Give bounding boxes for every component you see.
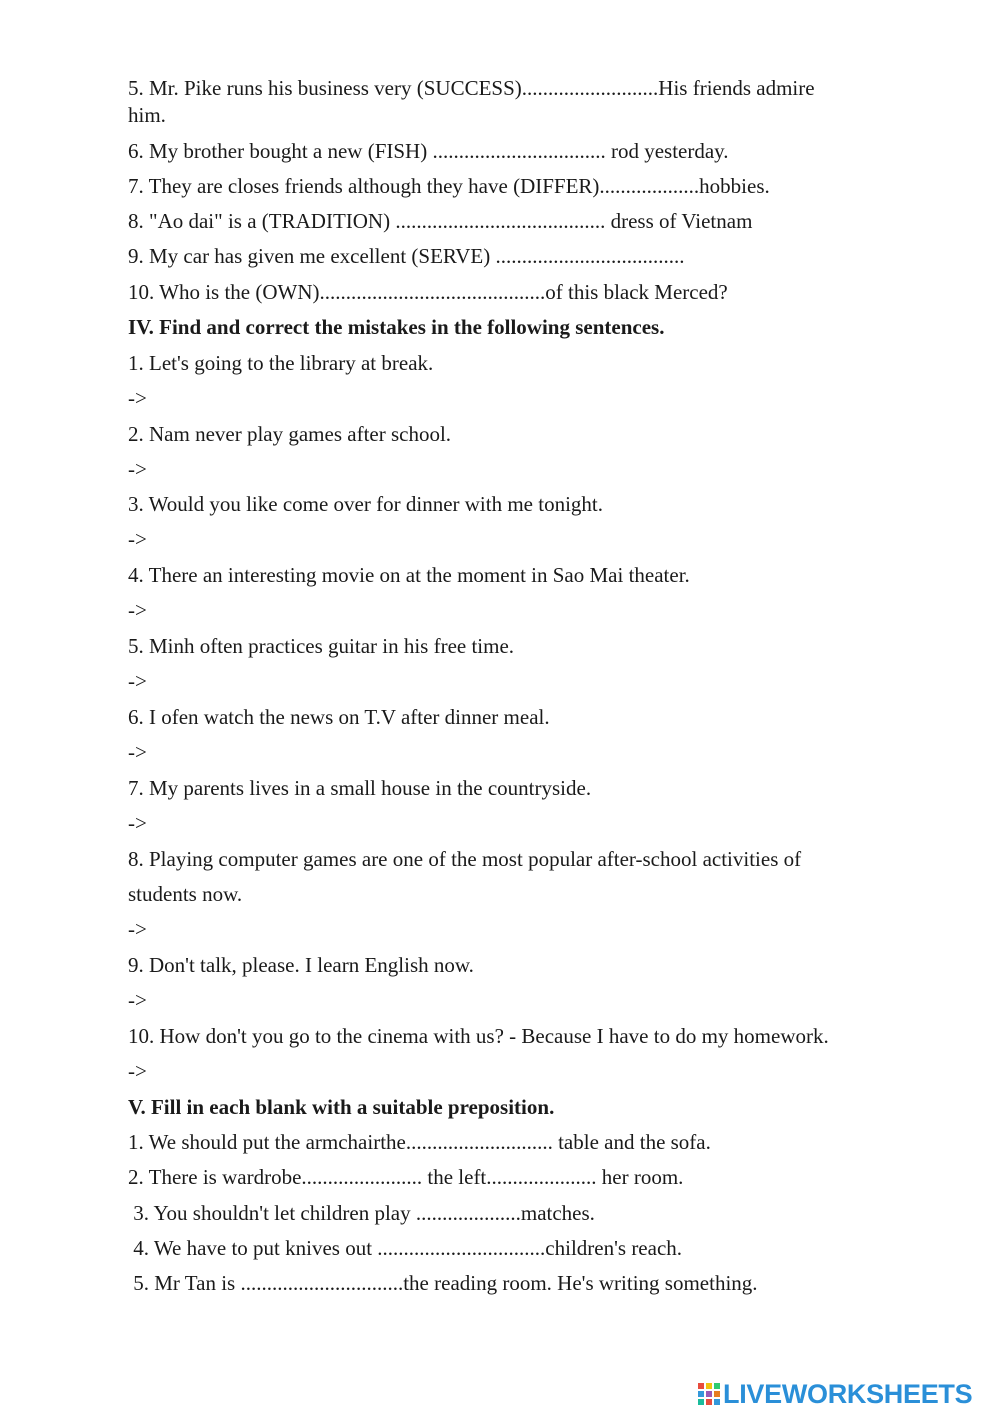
answer-arrow: -> (128, 457, 147, 481)
exercise-line: 7. They are closes friends although they have (DIFFER)...................hobbies. (128, 174, 770, 198)
exercise-line: 9. My car has given me excellent (SERVE) .................................... (128, 244, 685, 268)
answer-arrow: -> (128, 988, 147, 1012)
preposition-item: 3. You shouldn't let children play ....................matches. (128, 1201, 595, 1225)
answer-arrow: -> (128, 598, 147, 622)
sentence-item: 8. Playing computer games are one of the most popular after-school activities of (128, 847, 802, 871)
exercise-line: him. (128, 103, 166, 127)
sentence-item: 7. My parents lives in a small house in the countryside. (128, 776, 592, 800)
liveworksheets-logo-icon (698, 1381, 720, 1407)
answer-arrow: -> (128, 740, 147, 764)
sentence-item-continued: students now. (128, 882, 243, 906)
preposition-item: 5. Mr Tan is ...............................the reading room. He's writing something. (128, 1271, 758, 1295)
sentence-item: 1. Let's going to the library at break. (128, 351, 434, 375)
logo-text-worksheets: WORKSHEETS (781, 1379, 973, 1409)
preposition-item: 1. We should put the armchairthe............................ table and the sofa. (128, 1130, 711, 1154)
exercise-line: 5. Mr. Pike runs his business very (SUCCESS)..........................His friends admire (128, 76, 815, 100)
preposition-item: 4. We have to put knives out ................................children's reach. (128, 1236, 683, 1260)
sentence-item: 6. I ofen watch the news on T.V after dinner meal. (128, 705, 550, 729)
answer-arrow: -> (128, 917, 147, 941)
sentence-item: 10. How don't you go to the cinema with us? - Because I have to do my homework. (128, 1024, 829, 1048)
section-heading: V. Fill in each blank with a suitable preposition. (128, 1095, 555, 1119)
logo-text-live: LIVE (723, 1379, 782, 1409)
sentence-item: 3. Would you like come over for dinner with me tonight. (128, 492, 604, 516)
answer-arrow: -> (128, 811, 147, 835)
section-heading: IV. Find and correct the mistakes in the following sentences. (128, 315, 665, 339)
sentence-item: 5. Minh often practices guitar in his free time. (128, 634, 515, 658)
answer-arrow: -> (128, 386, 147, 410)
exercise-line: 8. "Ao dai" is a (TRADITION) ........................................ dress of Vietnam (128, 209, 753, 233)
sentence-item: 4. There an interesting movie on at the moment in Sao Mai theater. (128, 563, 690, 587)
exercise-line: 6. My brother bought a new (FISH) ................................. rod yesterday. (128, 139, 729, 163)
answer-arrow: -> (128, 1059, 147, 1083)
answer-arrow: -> (128, 527, 147, 551)
sentence-item: 9. Don't talk, please. I learn English now. (128, 953, 474, 977)
answer-arrow: -> (128, 669, 147, 693)
exercise-line: 10. Who is the (OWN)...........................................of this black Merced? (128, 280, 728, 304)
liveworksheets-logo[interactable] (698, 1376, 972, 1412)
sentence-item: 2. Nam never play games after school. (128, 422, 452, 446)
preposition-item: 2. There is wardrobe....................... the left..................... her room. (128, 1165, 684, 1189)
